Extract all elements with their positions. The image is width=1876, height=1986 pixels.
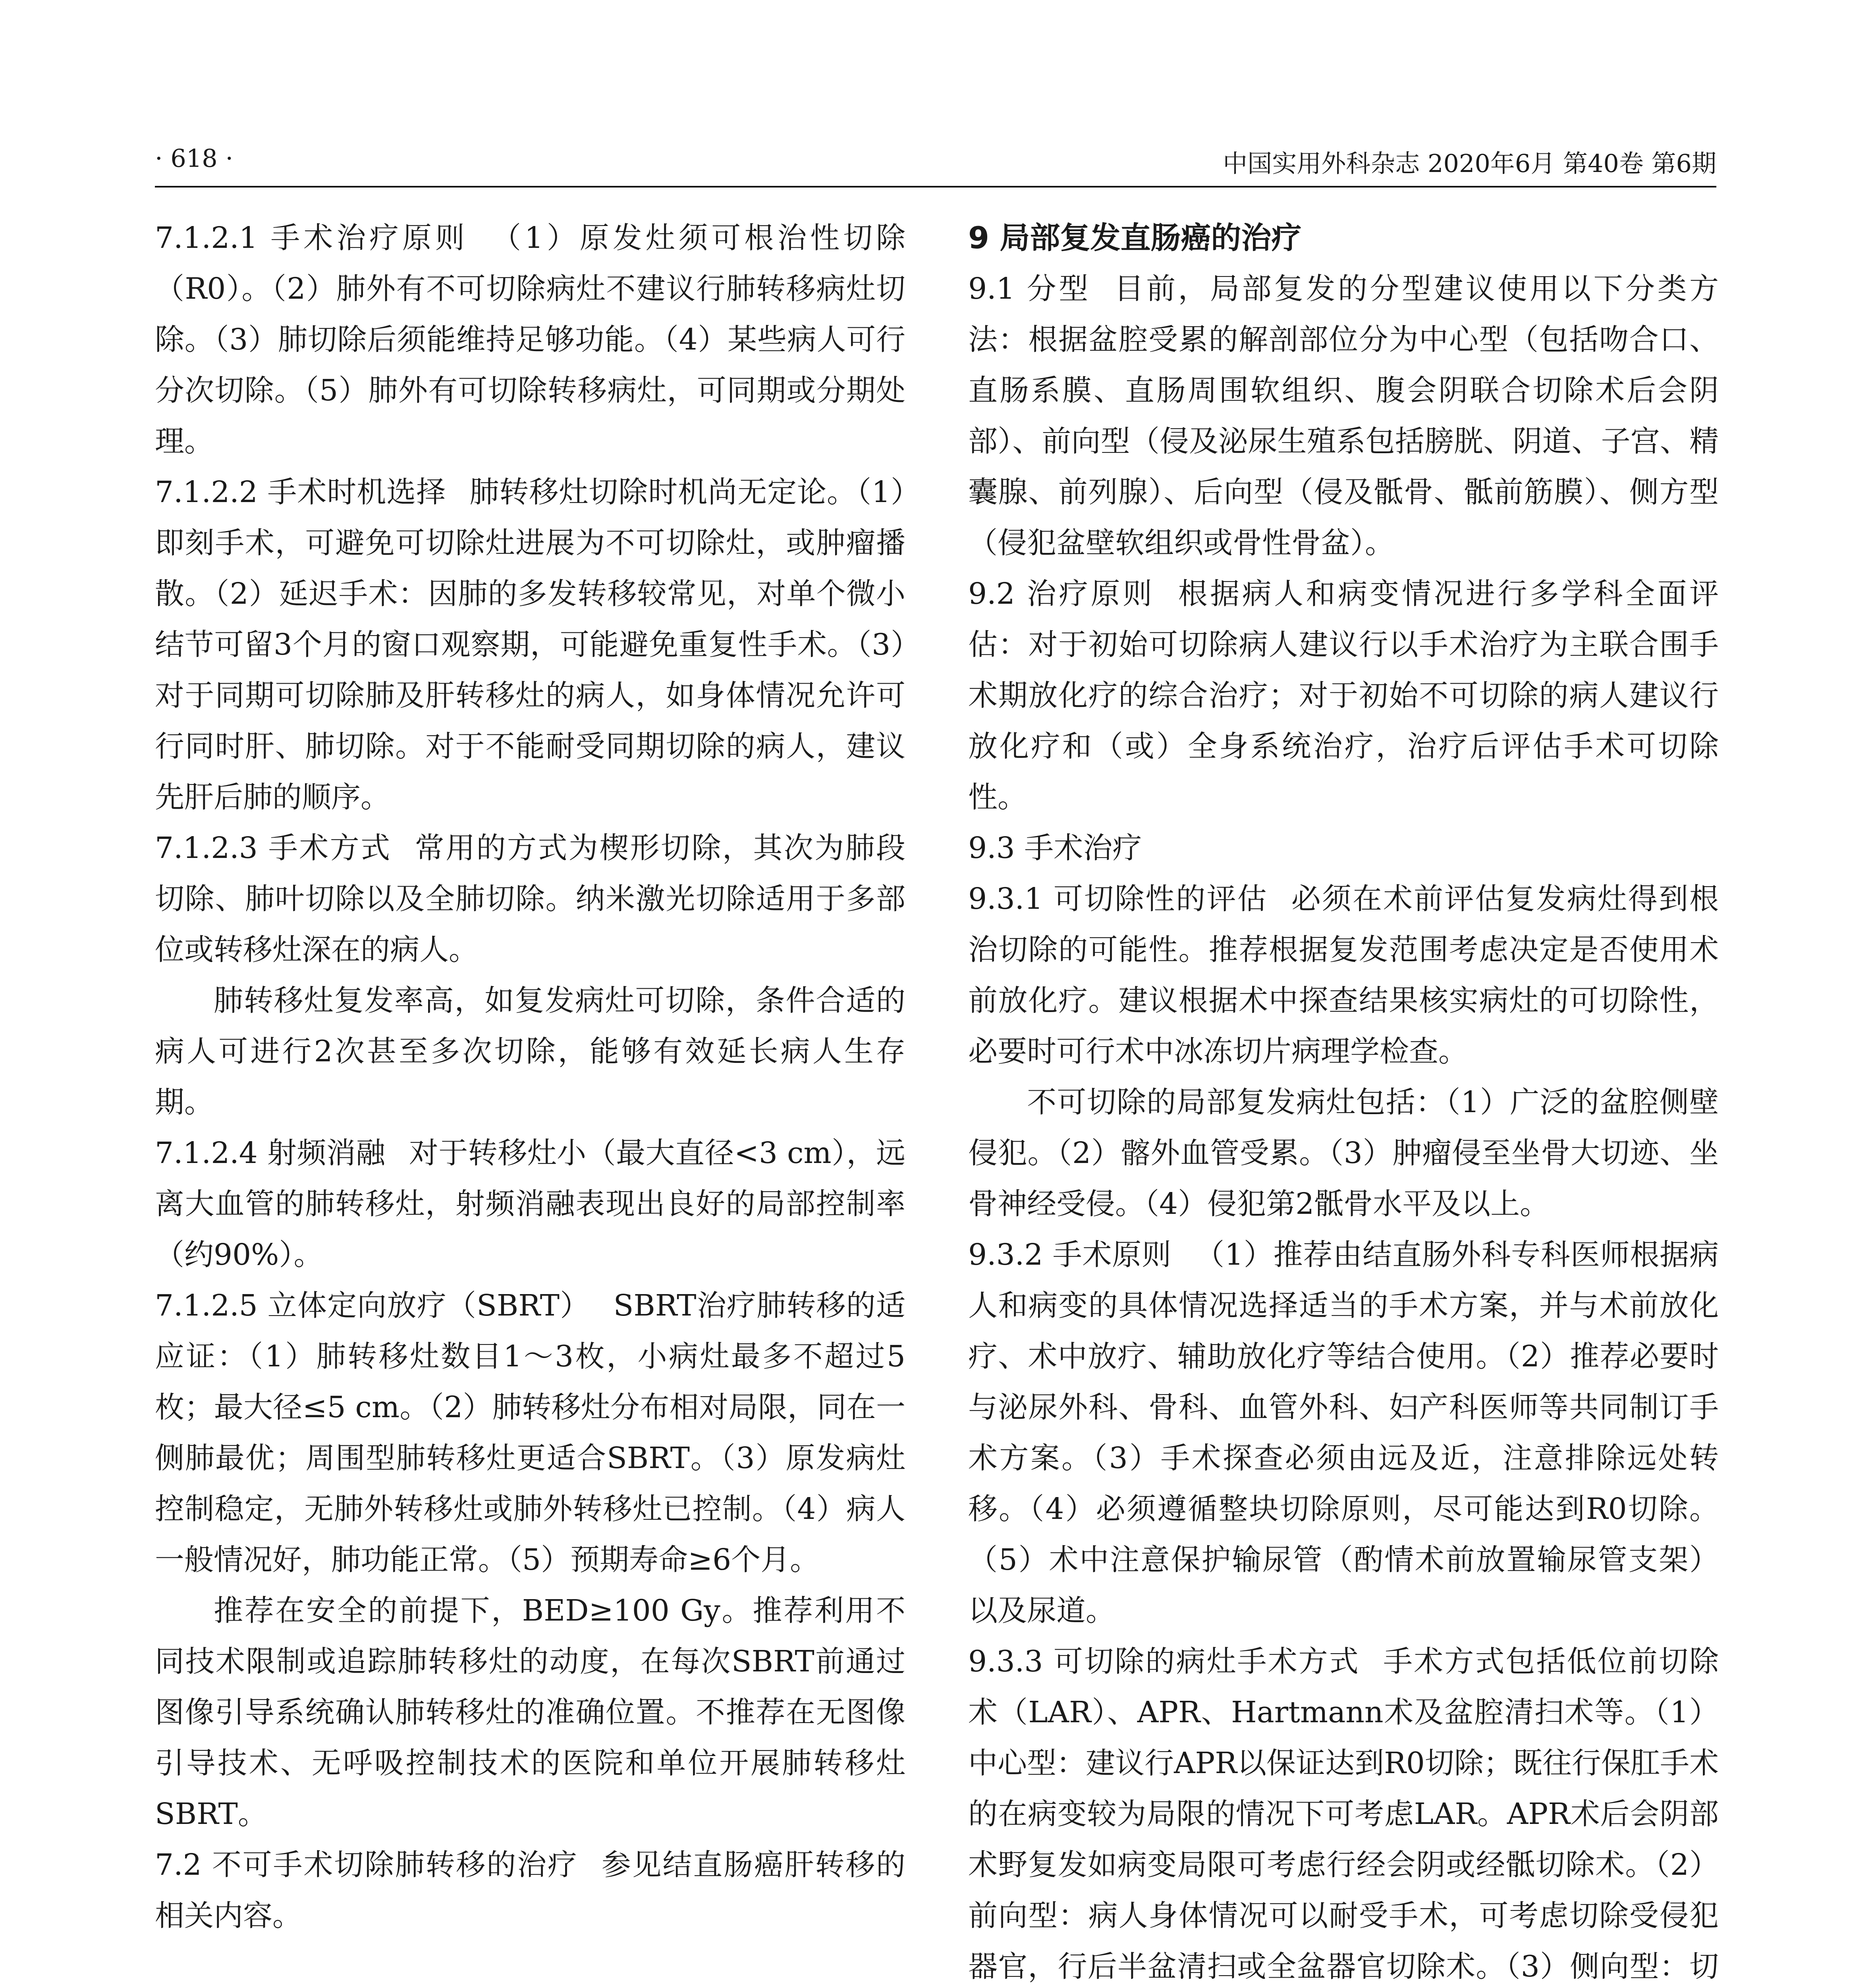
subsection-label: 7.1.2.3 手术方式 <box>155 831 392 865</box>
paragraph <box>968 1077 1719 1229</box>
paragraph-text: 必须在术前评估复发病灶得到根治切除的可能性。推荐根据复发范围考虑决定是否使用术前放化疗。建议根据术中探查结果核实病灶的可切除性，必要时可行术中冰冻切片病理学检查。 <box>968 882 1719 1068</box>
paragraph <box>968 568 1719 823</box>
paragraph <box>968 1636 1719 1986</box>
right-column <box>968 213 1719 1986</box>
paragraph-text: （1）推荐由结直肠外科专科医师根据病人和病变的具体情况选择适当的手术方案，并与术前放化疗、术中放疗、辅助放化疗等结合使用。（2）推荐必要时与泌尿外科、骨科、血管外科、妇产科医师等共同制订手术方案。（3）手术探查必须由远及近，注意排除远处转移。（4）必须遵循整块切除原则，尽可能达到R0切除。（5）术中注意保护输尿管（酌情术前放置输尿管支架）以及尿道。 <box>968 1238 1719 1628</box>
subsection-label: 9.3.2 手术原则 <box>968 1238 1172 1272</box>
paragraph-text: 参见结直肠癌肝转移的相关内容。 <box>155 1848 905 1933</box>
section-heading: 9 局部复发直肠癌的治疗 <box>968 220 1302 255</box>
paragraph <box>968 873 1719 1077</box>
paragraph <box>155 1128 905 1280</box>
paragraph-text: SBRT治疗肺转移的适应证：（1）肺转移灶数目1～3枚，小病灶最多不超过5枚；最大径≤5 cm。（2）肺转移灶分布相对局限，同在一侧肺最优；周围型肺转移灶更适合SBRT。（3）原发病灶控制稳定，无肺外转移灶或肺外转移灶已控制。（4）病人一般情况好，肺功能正常。（5）预期寿命≥6个月。 <box>155 1289 905 1577</box>
paragraph <box>968 263 1719 568</box>
journal-header: 中国实用外科杂志 2020年6月 第40卷 第6期 <box>1223 149 1716 178</box>
paragraph-text: （1）原发灶须可根治性切除（R0）。（2）肺外有不可切除病灶不建议行肺转移病灶切除。（3）肺切除后须能维持足够功能。（4）某些病人可行分次切除。（5）肺外有可切除转移病灶，可同期或分期处理。 <box>155 221 905 458</box>
paragraph <box>155 1585 905 1839</box>
paragraph <box>155 1280 905 1585</box>
subsection-label: 7.1.2.1 手术治疗原则 <box>155 221 468 255</box>
left-column <box>155 213 905 1986</box>
subsection-label: 7.1.2.4 射频消融 <box>155 1136 386 1170</box>
section-gap <box>155 1941 905 1986</box>
paragraph-text: 常用的方式为楔形切除，其次为肺段切除、肺叶切除以及全肺切除。纳米激光切除适用于多部位或转移灶深在的病人。 <box>155 831 905 967</box>
paragraph-text: 推荐在安全的前提下，BED≥100 Gy。推荐利用不同技术限制或追踪肺转移灶的动度，在每次SBRT前通过图像引导系统确认肺转移灶的准确位置。不推荐在无图像引导技术、无呼吸控制技术的医院和单位开展肺转移灶SBRT。 <box>155 1594 905 1831</box>
paragraph-text: 肺转移灶复发率高，如复发病灶可切除，条件合适的病人可进行2次甚至多次切除，能够有效延长病人生存期。 <box>155 983 905 1119</box>
paragraph-text: 根据病人和病变情况进行多学科全面评估：对于初始可切除病人建议行以手术治疗为主联合围手术期放化疗的综合治疗；对于初始不可切除的病人建议行放化疗和（或）全身系统治疗，治疗后评估手术可切除性。 <box>968 577 1719 814</box>
paragraph <box>968 823 1719 873</box>
paragraph-text: 目前，局部复发的分型建议使用以下分类方法：根据盆腔受累的解剖部位分为中心型（包括吻合口、直肠系膜、直肠周围软组织、腹会阴联合切除术后会阴部）、前向型（侵及泌尿生殖系包括膀胱、阴道、子宫、精囊腺、前列腺）、后向型（侵及骶骨、骶前筋膜）、侧方型（侵犯盆壁软组织或骨性骨盆）。 <box>968 272 1719 560</box>
paragraph-text: 手术方式包括低位前切除术（LAR）、APR、Hartmann术及盆腔清扫术等。（1）中心型：建议行APR以保证达到R0切除；既往行保肛手术的在病变较为局限的情况下可考虑LAR。APR术后会阴部术野复发如病变局限可考虑行经会阴或经骶切除术。（2）前向型：病人身体情况可以耐受手术，可考虑切除受侵犯器官，行后半盆清扫或全盆器官切除术。（3）侧向型：切 <box>968 1644 1719 1984</box>
paragraph-text: 对于转移灶小（最大直径<3 cm），远离大血管的肺转移灶，射频消融表现出良好的局部控制率（约90%）。 <box>155 1136 905 1272</box>
subsection-label: 9.1 分型 <box>968 272 1091 306</box>
subsection-label: 7.2 不可手术切除肺转移的治疗 <box>155 1848 578 1882</box>
paragraph <box>155 975 905 1128</box>
paragraph <box>155 213 905 467</box>
page-number: · 618 · <box>155 144 234 173</box>
subsection-label: 7.1.2.2 手术时机选择 <box>155 475 446 509</box>
paragraph-text: 不可切除的局部复发病灶包括：（1）广泛的盆腔侧壁侵犯。（2）髂外血管受累。（3）肿瘤侵至坐骨大切迹、坐骨神经受侵。（4）侵犯第2骶骨水平及以上。 <box>968 1085 1719 1221</box>
subsection-label: 9.2 治疗原则 <box>968 577 1155 611</box>
subsection-label: 9.3.1 可切除性的评估 <box>968 882 1268 916</box>
subsection-label: 9.3 手术治疗 <box>968 831 1142 865</box>
subsection-label: 9.3.3 可切除的病灶手术方式 <box>968 1644 1360 1679</box>
header-rule <box>155 186 1716 187</box>
subsection-label: 7.1.2.5 立体定向放疗（SBRT） <box>155 1289 590 1323</box>
paragraph <box>155 1839 905 1941</box>
paragraph <box>155 467 905 823</box>
paragraph <box>968 1229 1719 1636</box>
paragraph-text: 肺转移灶切除时机尚无定论。（1）即刻手术，可避免可切除灶进展为不可切除灶，或肿瘤播散。（2）延迟手术：因肺的多发转移较常见，对单个微小结节可留3个月的窗口观察期，可能避免重复性手术。（3）对于同期可切除肺及肝转移灶的病人，如身体情况允许可行同时肝、肺切除。对于不能耐受同期切除的病人，建议先肝后肺的顺序。 <box>155 475 905 814</box>
paragraph <box>155 823 905 975</box>
